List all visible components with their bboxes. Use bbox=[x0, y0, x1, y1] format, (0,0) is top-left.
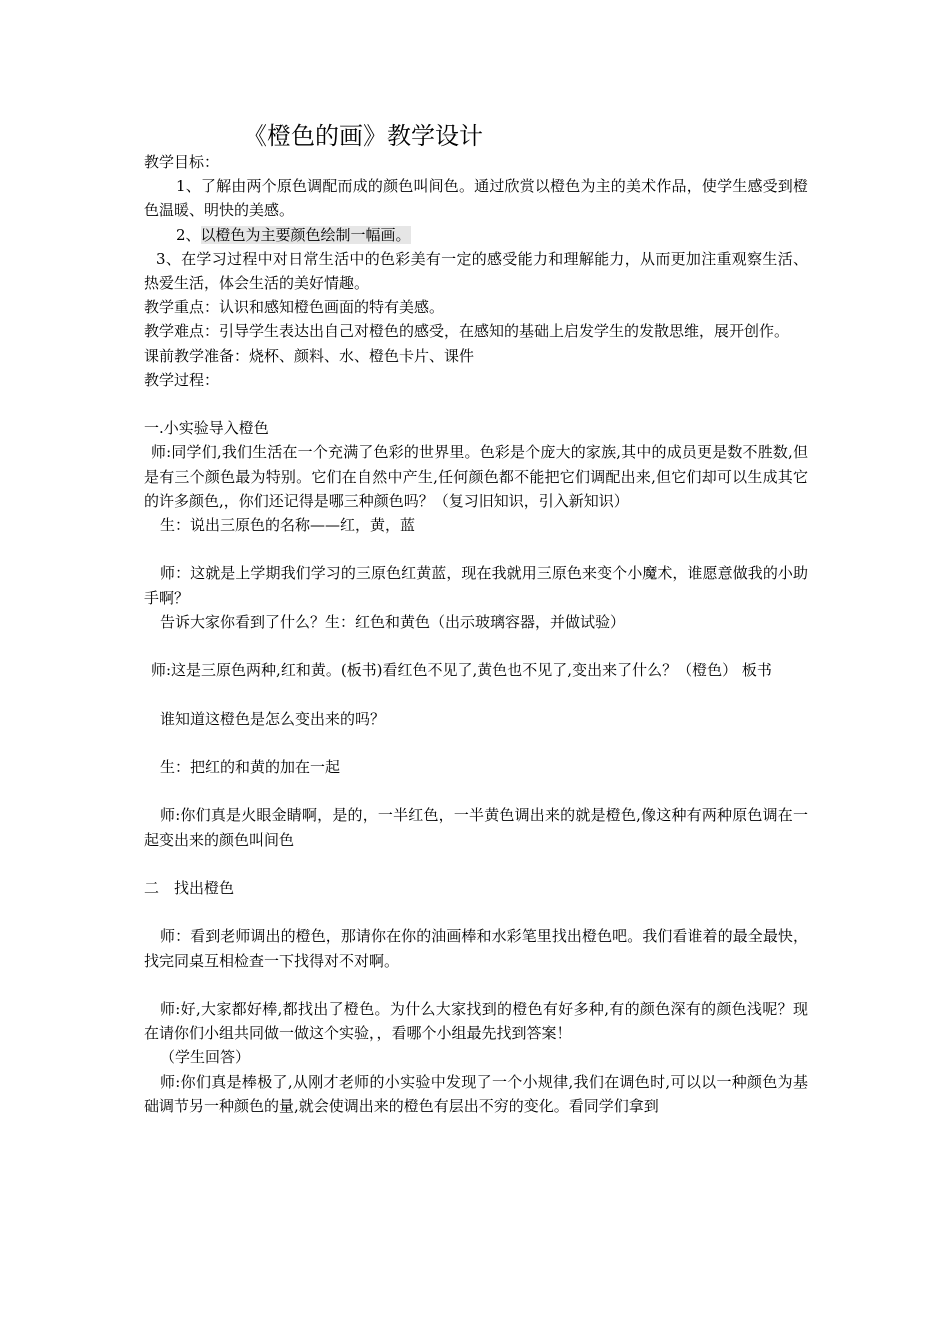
paragraph: 告诉大家你看到了什么？生：红色和黄色（出示玻璃容器，并做试验） bbox=[160, 612, 626, 631]
teaching-preparation: 课前教学准备：烧杯、颜料、水、橙色卡片、课件 bbox=[144, 346, 475, 365]
paragraph: 师：这就是上学期我们学习的三原色红黄蓝，现在我就用三原色来变个小魔术，谁愿意做我的小助手啊？ bbox=[144, 564, 808, 607]
goal-3: 3、在学习过程中对日常生活中的色彩美有一定的感受能力和理解能力，从而更加注重观察生活、热爱生活，体会生活的美好情趣。 bbox=[144, 249, 808, 293]
paragraph: 谁知道这橙色是怎么变出来的吗？ bbox=[160, 709, 386, 728]
spacer bbox=[144, 537, 808, 561]
paragraph: 生：说出三原色的名称——红，黄，蓝 bbox=[160, 516, 416, 535]
teaching-focus: 教学重点：认识和感知橙色画面的特有美感。 bbox=[144, 298, 445, 317]
spacer bbox=[144, 392, 808, 416]
spacer bbox=[144, 682, 808, 706]
spacer bbox=[144, 779, 808, 803]
document-title: 《橙色的画》教学设计 bbox=[243, 122, 483, 150]
spacer bbox=[144, 634, 808, 658]
section-2-heading: 二 找出橙色 bbox=[144, 878, 235, 897]
document-body bbox=[144, 150, 808, 1118]
spacer bbox=[144, 731, 808, 755]
goals-label: 教学目标： bbox=[144, 153, 220, 171]
paragraph: 师:好,大家都好棒,都找出了橙色。为什么大家找到的橙色有好多种,有的颜色深有的颜色浅呢？现在请你们小组共同做一做这个实验，，看哪个小组最先找到答案！ bbox=[144, 999, 808, 1043]
goal-2-number: 2、 bbox=[176, 225, 201, 244]
spacer bbox=[144, 852, 808, 876]
spacer bbox=[144, 973, 808, 997]
spacer bbox=[144, 900, 808, 924]
paragraph: 师：看到老师调出的橙色，那请你在你的油画棒和水彩笔里找出橙色吧。我们看谁着的最全最快，找完同桌互相检查一下找得对不对啊。 bbox=[144, 927, 808, 970]
paragraph: 师:你们真是棒极了,从刚才老师的小实验中发现了一个小规律,我们在调色时,可以以一种颜色为基础调节另一种颜色的量,就会使调出来的橙色有层出不穷的变化。看同学们拿到 bbox=[144, 1072, 808, 1115]
goal-2 bbox=[144, 223, 808, 247]
goal-2-text: 以橙色为主要颜色绘制一幅画。 bbox=[200, 225, 411, 244]
goal-1: 1、了解由两个原色调配而成的颜色叫间色。通过欣赏以橙色为主的美术作品，使学生感受到橙色温暖、明快的美感。 bbox=[144, 177, 808, 220]
paragraph: 师:你们真是火眼金睛啊，是的，一半红色，一半黄色调出来的就是橙色,像这种有两种原色调在一起变出来的颜色叫间色 bbox=[144, 806, 808, 849]
paragraph: 生：把红的和黄的加在一起 bbox=[160, 758, 341, 776]
paragraph: （学生回答） bbox=[160, 1048, 251, 1067]
paragraph: 师:同学们,我们生活在一个充满了色彩的世界里。色彩是个庞大的家族,其中的成员更是数不胜数,但是有三个颜色最为特别。它们在自然中产生,任何颜色都不能把它们调配出来,但它们却可以生成其它的许多颜色,，你们还记得是哪三种颜色吗？（复习旧知识，引入新知识） bbox=[144, 443, 808, 510]
teaching-difficulty: 教学难点：引导学生表达出自己对橙色的感受，在感知的基础上启发学生的发散思维，展开创作。 bbox=[144, 322, 790, 341]
section-1-heading: 一.小实验导入橙色 bbox=[144, 419, 269, 438]
process-label: 教学过程： bbox=[144, 370, 220, 389]
paragraph: 师:这是三原色两种,红和黄。(板书)看红色不见了,黄色也不见了,变出来了什么？（橙色） 板书 bbox=[151, 661, 772, 680]
